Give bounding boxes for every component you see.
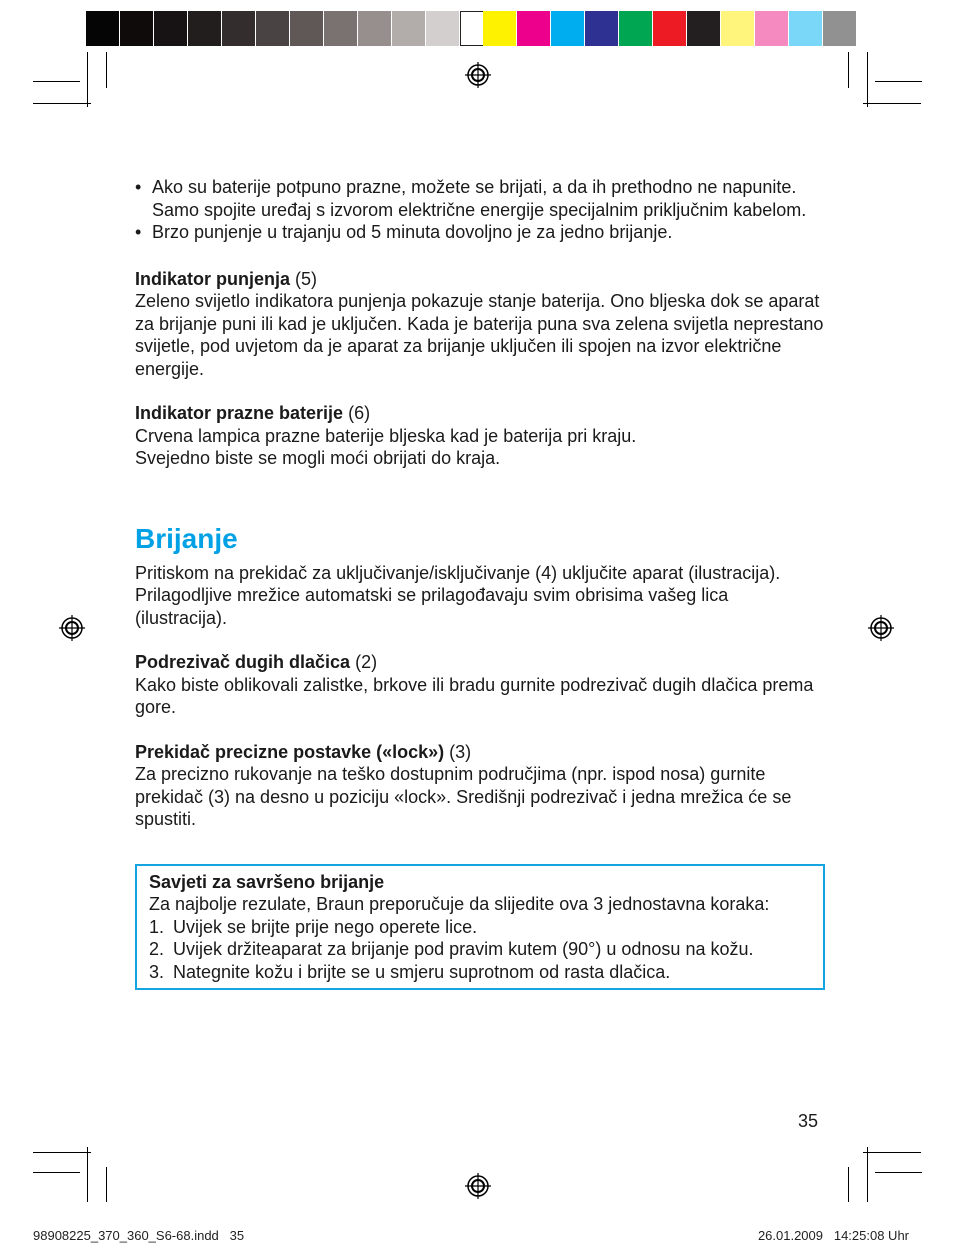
color-swatch xyxy=(290,11,324,46)
color-swatch xyxy=(755,11,789,46)
color-swatch xyxy=(619,11,653,46)
list-item: • Brzo punjenje u trajanju od 5 minuta dovoljno je za jedno brijanje. xyxy=(135,221,825,244)
tips-box xyxy=(135,864,825,991)
color-swatch xyxy=(426,11,460,46)
grayscale-color-bar xyxy=(86,11,494,46)
color-swatch xyxy=(789,11,823,46)
color-swatch xyxy=(653,11,687,46)
crop-mark xyxy=(875,81,922,82)
registration-mark-icon xyxy=(59,615,85,641)
bullet-list xyxy=(135,176,825,244)
crop-mark xyxy=(867,1147,868,1202)
trimmer-section xyxy=(135,651,825,719)
section-heading xyxy=(135,402,825,425)
list-item: • Ako su baterije potpuno prazne, možete se brijati, a da ih prethodno ne napunite. Samo spojite uređaj s izvorom električne energije specijalnim priključnim kabelom. xyxy=(135,176,825,221)
steps-list xyxy=(149,916,811,984)
paragraph: Za precizno rukovanje na teško dostupnim područjima (npr. ispod nosa) gurnite prekidač (3) na desno u poziciju «lock». Središnji podrezivač i jedna mrežica će se spustiti. xyxy=(135,764,792,829)
step-text: Uvijek se brijte prije nego operete lice. xyxy=(173,916,478,937)
crop-mark xyxy=(863,103,921,104)
heading-text: Prekidač precizne postavke («lock») xyxy=(135,741,445,762)
crop-mark xyxy=(33,1152,91,1153)
color-swatch xyxy=(483,11,517,46)
color-swatch xyxy=(585,11,619,46)
crop-mark xyxy=(106,1167,107,1202)
heading-text: Podrezivač dugih dlačica xyxy=(135,652,351,672)
crop-mark xyxy=(863,1152,921,1153)
section-heading xyxy=(135,741,825,764)
part-reference: (3) xyxy=(449,741,472,762)
registration-mark-icon xyxy=(465,1173,491,1199)
page-content xyxy=(135,176,825,990)
crop-mark xyxy=(867,52,868,107)
step-text: Nategnite kožu i brijte se u smjeru suprotnom od rasta dlačica. xyxy=(173,961,671,982)
registration-mark-icon xyxy=(465,62,491,88)
color-swatch xyxy=(324,11,358,46)
color-swatch xyxy=(86,11,120,46)
color-swatch xyxy=(517,11,551,46)
crop-mark xyxy=(87,1147,88,1202)
color-swatch xyxy=(120,11,154,46)
step-number: 3. xyxy=(149,961,165,982)
tips-heading: Savjeti za savršeno brijanje xyxy=(149,871,385,892)
part-reference: (2) xyxy=(355,652,378,672)
color-swatch xyxy=(154,11,188,46)
heading-text: Indikator prazne baterije xyxy=(135,403,344,423)
crop-mark xyxy=(33,81,80,82)
color-swatch xyxy=(687,11,721,46)
process-color-bar xyxy=(483,11,857,46)
paragraph: Za najbolje rezulate, Braun preporučuje da slijedite ova 3 jednostavna koraka: xyxy=(149,894,770,914)
charge-indicator-section xyxy=(135,268,825,381)
color-swatch xyxy=(358,11,392,46)
crop-mark xyxy=(848,1167,849,1202)
list-item xyxy=(149,916,811,939)
color-swatch xyxy=(823,11,857,46)
crop-mark xyxy=(33,103,91,104)
paragraph: Kako biste oblikovali zalistke, brkove ili bradu gurnite podrezivač dugih dlačica prema gore. xyxy=(135,674,814,717)
color-swatch xyxy=(392,11,426,46)
section-heading xyxy=(135,268,825,291)
color-swatch xyxy=(188,11,222,46)
paragraph: Prilagodljive mrežice automatski se prilagođavaju svim obrisima vašeg lica (ilustracija). xyxy=(135,585,729,628)
footer-file-info: 98908225_370_360_S6-68.indd 35 xyxy=(33,1228,245,1243)
empty-battery-section xyxy=(135,402,825,470)
lock-section xyxy=(135,741,825,831)
registration-mark-icon xyxy=(868,615,894,641)
part-reference: (6) xyxy=(348,403,371,423)
paragraph: Pritiskom na prekidač za uključivanje/isključivanje (4) uključite aparat (ilustracija). xyxy=(135,562,781,583)
color-swatch xyxy=(256,11,290,46)
color-swatch xyxy=(721,11,755,46)
paragraph: Svejedno biste se mogli moći obrijati do kraja. xyxy=(135,448,501,468)
step-number: 1. xyxy=(149,916,165,937)
section-heading xyxy=(135,651,825,674)
color-swatch xyxy=(222,11,256,46)
color-swatch xyxy=(551,11,585,46)
page-number: 35 xyxy=(798,1111,819,1131)
list-item xyxy=(149,961,811,984)
footer-datetime: 26.01.2009 14:25:08 Uhr xyxy=(757,1228,909,1243)
heading-text: Indikator punjenja xyxy=(135,268,291,289)
crop-mark xyxy=(875,1172,922,1173)
step-text: Uvijek držiteaparat za brijanje pod pravim kutem (90°) u odnosu na kožu. xyxy=(173,939,754,959)
step-number: 2. xyxy=(149,939,165,959)
paragraph: Crvena lampica prazne baterije bljeska kad je baterija pri kraju. xyxy=(135,425,637,446)
paragraph: Zeleno svijetlo indikatora punjenja pokazuje stanje baterija. Ono bljeska dok se aparat za brijanje puni ili kad je uključen. Kada je baterija puna sva zelena svijetla neprestano svijetle, pod uvjetom da je aparat za brijanje uključen ili spojen na izvor električne energije. xyxy=(135,291,824,379)
crop-mark xyxy=(87,52,88,107)
crop-mark xyxy=(33,1172,80,1173)
part-reference: (5) xyxy=(295,268,318,289)
crop-mark xyxy=(106,52,107,88)
section-title: Brijanje xyxy=(135,522,238,554)
list-item xyxy=(149,938,811,961)
crop-mark xyxy=(848,52,849,88)
